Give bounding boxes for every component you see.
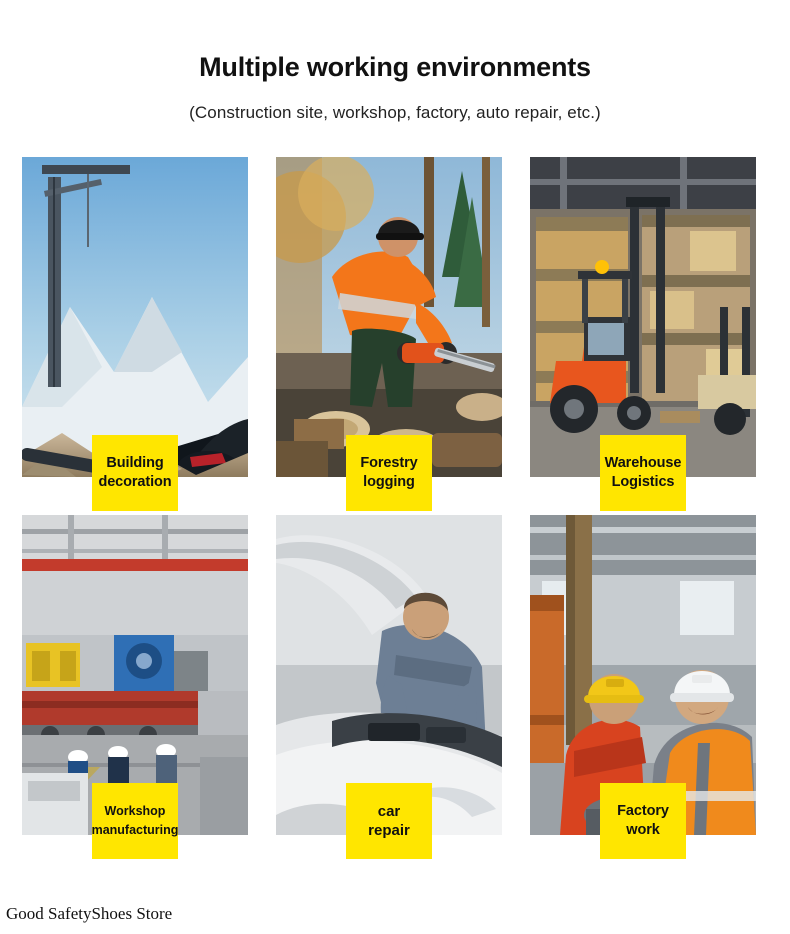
scene-card [530, 515, 756, 838]
scene-label [92, 435, 178, 511]
scene-card [530, 157, 756, 490]
scene-label-line1: Workshop [104, 804, 166, 818]
scene-photo-forklift-warehouse [530, 157, 756, 477]
store-name: Good SafetyShoes Store [6, 904, 173, 923]
scene-photo-construction-crane-mountain [22, 157, 248, 477]
scene-label-line2: logging [363, 474, 415, 490]
scene-label-line2: work [626, 822, 660, 838]
scene-label-line1: Forestry [360, 455, 418, 471]
scene-label-line1: car repair [368, 803, 410, 839]
scene-label-line1: Warehouse [604, 455, 682, 471]
scene-card [276, 157, 502, 490]
scene-label [346, 435, 432, 511]
page-subtitle: (Construction site, workshop, factory, auto repair, etc.) [189, 103, 601, 122]
scene-label-line1: Building [106, 455, 164, 471]
scene-card [276, 515, 502, 839]
scene-label [600, 435, 686, 511]
scene-grid [22, 157, 768, 839]
scene-label-line2: manufacturing [91, 823, 179, 837]
scene-photo-chainsaw-worker-logs [276, 157, 502, 477]
scene-label-line2: Logistics [611, 474, 675, 490]
scene-label-line1: Factory [617, 803, 669, 819]
scene-label [600, 783, 686, 859]
page-title: Multiple working environments [199, 52, 591, 82]
scene-card [22, 515, 248, 835]
scene-label-line2: decoration [98, 474, 172, 490]
scene-card [22, 157, 248, 490]
scene-label [92, 783, 178, 859]
scene-label [346, 783, 432, 859]
